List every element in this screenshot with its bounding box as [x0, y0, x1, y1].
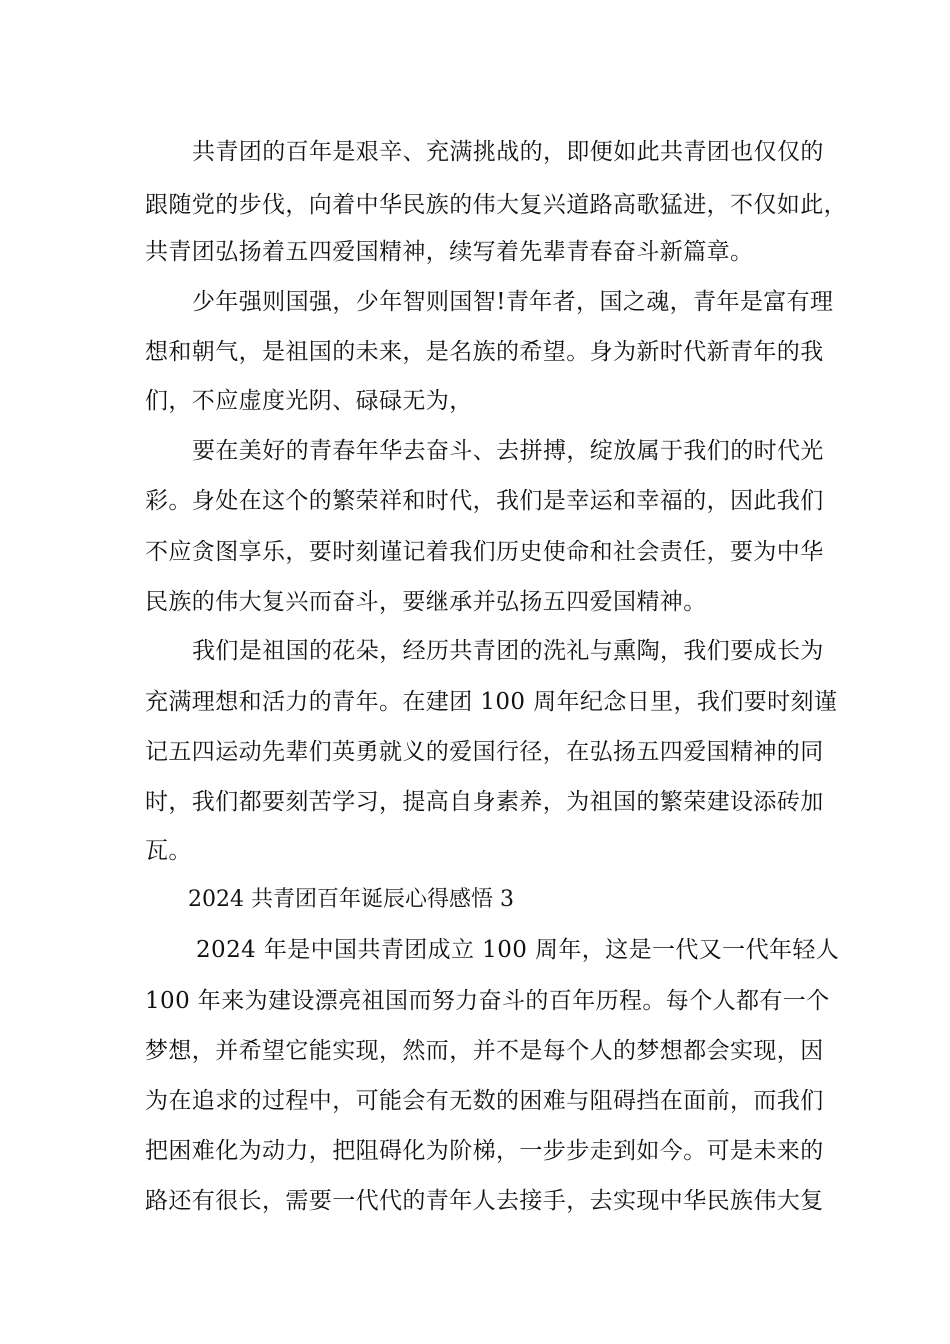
paragraph-2-line-3: 们，不应虚度光阴、碌碌无为，	[145, 388, 473, 414]
paragraph-4-line-1: 我们是祖国的花朵，经历共青团的洗礼与熏陶，我们要成长为	[192, 638, 824, 664]
final-paragraph-line-2: 100 年来为建设漂亮祖国而努力奋斗的百年历程。每个人都有一个	[145, 988, 830, 1014]
paragraph-1-line-2: 跟随党的步伐，向着中华民族的伟大复兴道路高歌猛进，不仅如此，	[145, 192, 847, 218]
paragraph-3-line-3: 不应贪图享乐，要时刻谨记着我们历史使命和社会责任，要为中华	[145, 539, 824, 565]
section-heading: 2024 共青团百年诞辰心得感悟 3	[188, 887, 514, 912]
paragraph-3-line-1: 要在美好的青春年华去奋斗、去拼搏，绽放属于我们的时代光	[192, 438, 824, 464]
paragraph-1-line-1: 共青团的百年是艰辛、充满挑战的，即便如此共青团也仅仅的	[192, 139, 824, 165]
final-paragraph-line-3: 梦想，并希望它能实现，然而，并不是每个人的梦想都会实现，因	[145, 1038, 824, 1064]
final-paragraph-line-4: 为在追求的过程中，可能会有无数的困难与阻碍挡在面前，而我们	[145, 1088, 824, 1114]
final-paragraph-line-5: 把困难化为动力，把阻碍化为阶梯，一步步走到如今。可是未来的	[145, 1138, 824, 1164]
paragraph-3-line-2: 彩。身处在这个的繁荣祥和时代，我们是幸运和幸福的，因此我们	[145, 488, 824, 514]
paragraph-4-line-5: 瓦。	[145, 838, 192, 864]
paragraph-1-line-3: 共青团弘扬着五四爱国精神，续写着先辈青春奋斗新篇章。	[145, 239, 754, 265]
paragraph-4-line-3: 记五四运动先辈们英勇就义的爱国行径，在弘扬五四爱国精神的同	[145, 739, 824, 765]
paragraph-2-line-2: 想和朝气，是祖国的未来，是名族的希望。身为新时代新青年的我	[145, 339, 824, 365]
paragraph-4-line-2: 充满理想和活力的青年。在建团 100 周年纪念日里，我们要时刻谨	[145, 689, 838, 715]
final-paragraph-line-6: 路还有很长，需要一代代的青年人去接手，去实现中华民族伟大复	[145, 1188, 824, 1214]
paragraph-4-line-4: 时，我们都要刻苦学习，提高自身素养，为祖国的繁荣建设添砖加	[145, 789, 824, 815]
paragraph-2-line-1: 少年强则国强，少年智则国智!青年者，国之魂，青年是富有理	[192, 289, 834, 315]
final-paragraph-line-1: 2024 年是中国共青团成立 100 周年，这是一代又一代年轻人	[196, 937, 840, 963]
paragraph-3-line-4: 民族的伟大复兴而奋斗，要继承并弘扬五四爱国精神。	[145, 589, 707, 615]
